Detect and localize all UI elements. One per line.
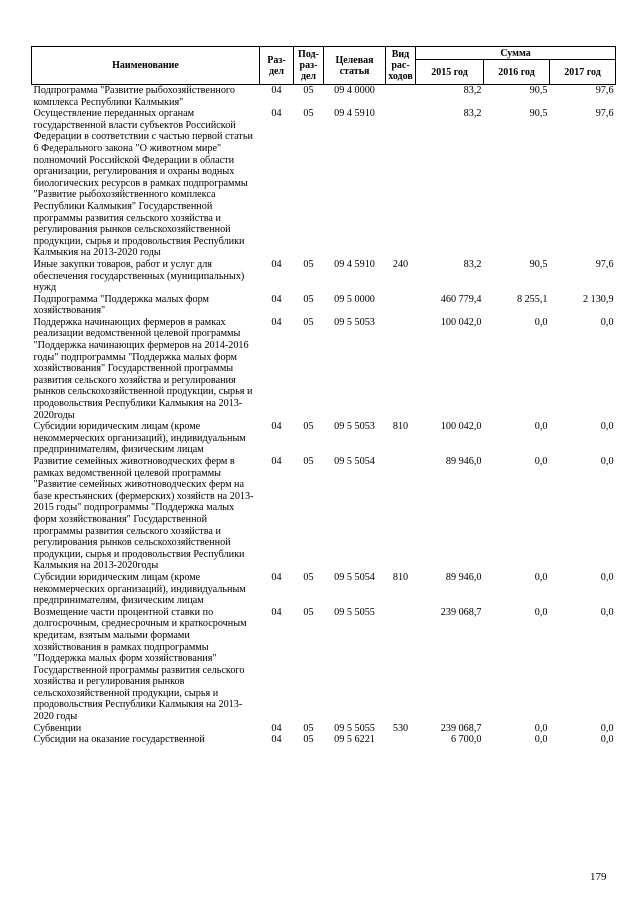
row-expense-type [386,317,416,421]
row-subsection: 05 [303,722,314,734]
row-name: Иные закупки товаров, работ и услуг для обеспечения государственных (муниципальных) нужд [33,258,245,294]
table-row [32,734,616,746]
table-row [32,456,616,572]
row-expense-type [386,607,416,723]
row-article: 09 5 5054 [334,571,375,583]
header-year-2017: 2017 год [550,60,616,85]
table-row [32,572,616,607]
row-amount-2015: 460 779,4 [440,293,482,305]
header-sum: Сумма [416,47,616,60]
row-section: 04 [271,606,282,618]
row-article: 09 5 5055 [334,606,375,618]
table-row [32,421,616,456]
row-subsection: 05 [303,571,314,583]
budget-table [31,46,616,746]
row-name: Подпрограмма "Развитие рыбохозяйственного комплекса Республики Калмыкия" [32,85,260,109]
row-amount-2017: 0,0 [600,421,614,433]
table-row [32,259,616,294]
row-expense-type: 530 [392,722,409,734]
row-section: 04 [271,456,282,467]
row-amount-2016: 0,0 [534,606,548,618]
row-amount-2016: 90,5 [484,85,550,109]
row-amount-2015: 83,2 [463,108,482,120]
row-amount-2017: 0,0 [600,606,614,618]
row-amount-2015: 83,2 [416,85,484,109]
row-name: Субсидии юридическим лицам (кроме некоммерческих организаций), индивидуальным предпринимателям, физическим лицам [33,571,246,607]
table-row [32,108,616,259]
header-year-2015: 2015 год [416,60,484,85]
row-expense-type: 810 [392,571,409,583]
row-article: 09 5 5053 [334,421,375,433]
row-expense-type [386,456,416,572]
row-subsection: 05 [303,108,314,120]
row-subsection: 05 [303,456,314,467]
row-amount-2015: 89 946,0 [445,571,482,583]
row-amount-2017: 0,0 [600,571,614,583]
row-section: 04 [271,421,282,433]
row-section: 04 [271,293,282,305]
row-amount-2015: 100 042,0 [440,421,482,433]
row-subsection: 05 [303,258,314,270]
row-amount-2015: 6 700,0 [450,734,482,746]
row-expense-type: 810 [392,421,409,433]
row-amount-2016: 0,0 [534,316,548,328]
row-section: 04 [260,85,294,109]
row-section: 04 [271,316,282,328]
row-amount-2017: 97,6 [595,108,614,120]
row-amount-2017: 0,0 [600,734,614,746]
row-name: Осуществление переданных органам государственной власти субъектов Российской Федерации в соответствии с частью первой статьи 6 Федерального закона "О животном мире" полномочий Российской Федерации в области организации, регулирования и охраны водных биологических ресурсов в рамках подпрограммы "Развитие рыбохозяйственного комплекса Республики Калмыкия" Государственной программы развития сельского хозяйства и регулирования рынков сельскохозяйственной продукции, сырья и продовольствия Республики Калмыкия на 2013-2020 годы [33,108,253,259]
row-article: 09 5 5055 [334,722,375,734]
row-amount-2016: 8 255,1 [516,293,548,305]
table-row [32,607,616,723]
header-subsection: Под- раз- дел [294,47,324,85]
row-amount-2016: 90,5 [529,258,548,270]
row-amount-2016: 0,0 [534,421,548,433]
row-article: 09 5 0000 [334,293,375,305]
row-amount-2016: 0,0 [534,734,548,746]
row-amount-2015: 239 068,7 [440,722,482,734]
table-row [32,317,616,421]
row-section: 04 [271,734,282,746]
row-amount-2015: 89 946,0 [445,456,482,467]
header-year-2016: 2016 год [484,60,550,85]
row-subsection: 05 [303,421,314,433]
row-amount-2016: 90,5 [529,108,548,120]
header-expense-type: Вид рас- ходов [386,47,416,85]
row-amount-2017: 0,0 [600,722,614,734]
header-article: Целевая статья [324,47,386,85]
row-article: 09 4 0000 [324,85,386,109]
row-subsection: 05 [303,606,314,618]
row-article: 09 4 5910 [334,108,375,120]
row-section: 04 [271,258,282,270]
page-number: 179 [590,871,607,883]
budget-page [31,46,615,746]
row-section: 04 [271,108,282,120]
row-amount-2015: 100 042,0 [440,316,482,328]
row-amount-2017: 2 130,9 [582,293,614,305]
row-amount-2017: 0,0 [600,456,614,467]
row-amount-2016: 0,0 [534,722,548,734]
row-amount-2016: 0,0 [534,571,548,583]
row-expense-type: 240 [392,258,409,270]
row-subsection: 05 [303,734,314,746]
row-article: 09 5 6221 [334,734,375,746]
row-section: 04 [271,571,282,583]
row-name: Субсидии на оказание государственной [33,734,205,746]
row-expense-type [386,108,416,259]
table-row [32,85,616,109]
row-name: Развитие семейных животноводческих ферм в рамках ведомственной целевой программы "Развитие семейных животноводческих ферм на базе крестьянских (фермерских) хозяйств на 2013-2015 годы" подпрограммы "Поддержка малых форм хозяйствования" Государственной программы развития сельского хозяйства и регулирования рынков сельскохозяйственной продукции, сырья и продовольствия Республики Калмыкия на 2013-2020годы [33,456,254,572]
row-article: 09 5 5054 [334,456,375,467]
row-name: Возмещение части процентной ставки по долгосрочным, среднесрочным и краткосрочным кредитам, взятым малыми формами хозяйствования в рамках подпрограммы "Поддержка малых форм хозяйствования" Государственной программы развития сельского хозяйства и регулирования рынков сельскохозяйственной продукции, сырья и продовольствия Республики Калмыкия на 2013-2020 годы [33,606,247,723]
row-name: Субвенции [33,722,82,734]
row-amount-2017: 97,6 [550,85,616,109]
table-body [32,85,616,746]
header-name: Наименование [32,47,260,85]
row-expense-type [386,734,416,746]
row-name: Поддержка начинающих фермеров в рамках реализации ведомственной целевой программы "Поддержка начинающих фермеров на 2014-2016 годы" подпрограммы "Поддержка малых форм хозяйствования" Государственной программы развития сельского хозяйства и регулирования рынков сельскохозяйственной продукции, сырья и продовольствия Республики Калмыкия на 2013-2020годы [33,316,253,421]
row-article: 09 5 5053 [334,316,375,328]
row-amount-2015: 83,2 [463,258,482,270]
row-subsection: 05 [303,293,314,305]
row-amount-2017: 0,0 [600,316,614,328]
row-amount-2016: 0,0 [534,456,548,467]
row-section: 04 [271,722,282,734]
row-amount-2015: 239 068,7 [440,606,482,618]
row-expense-type [386,85,416,109]
row-name: Субсидии юридическим лицам (кроме некоммерческих организаций), индивидуальным предпринимателям, физическим лицам [33,421,246,456]
table-header [32,47,616,85]
row-subsection: 05 [303,316,314,328]
row-amount-2017: 97,6 [595,258,614,270]
table-row [32,294,616,317]
row-expense-type [386,294,416,317]
header-section: Раз- дел [260,47,294,85]
row-subsection: 05 [294,85,324,109]
row-name: Подпрограмма "Поддержка малых форм хозяйствования" [33,293,210,317]
table-row [32,723,616,735]
row-article: 09 4 5910 [334,258,375,270]
